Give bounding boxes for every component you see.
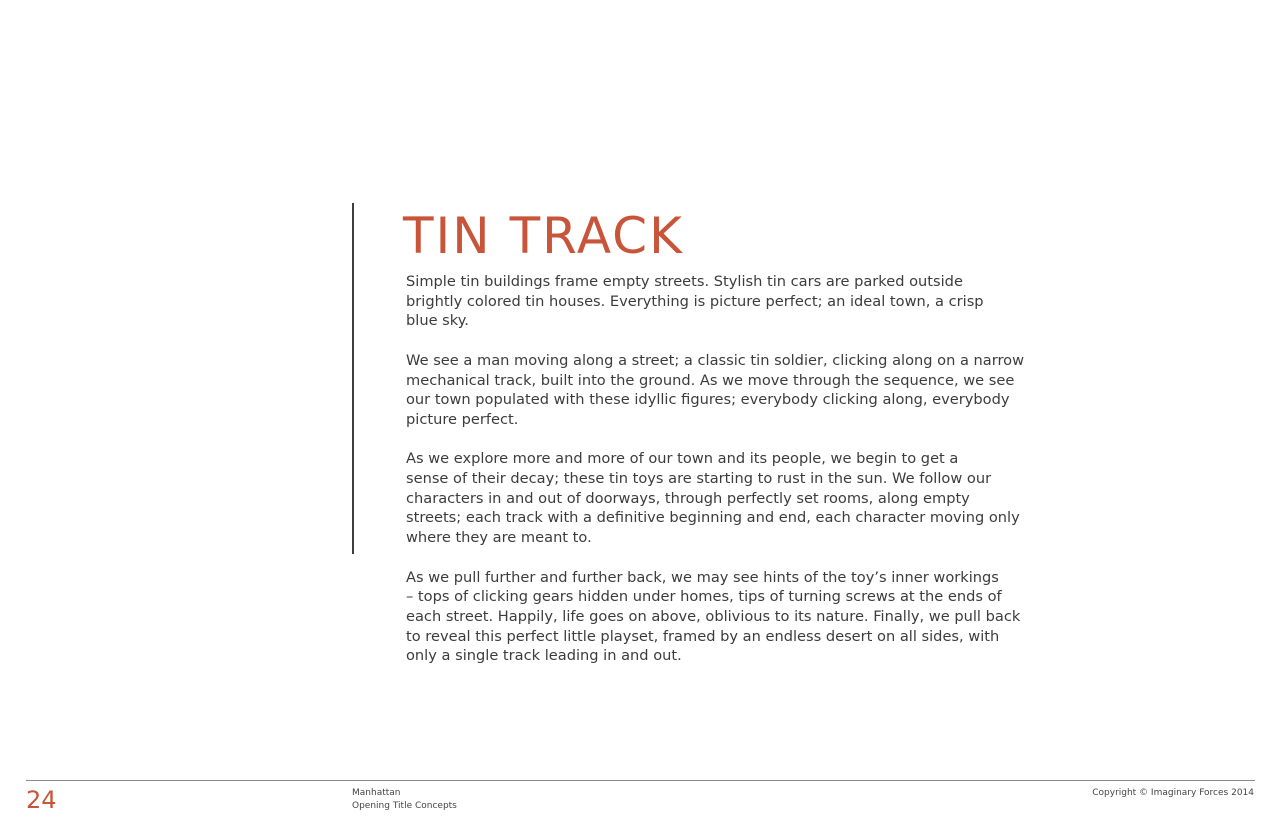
paragraph-line: where they are meant to.	[406, 529, 592, 547]
paragraph-line: As we pull further and further back, we may see hints of the toy’s inner workings	[406, 568, 999, 586]
paragraph-line: characters in and out of doorways, through perfectly set rooms, along empty	[406, 489, 970, 507]
footer-copyright: Copyright © Imaginary Forces 2014	[1092, 788, 1254, 798]
vertical-divider-rule	[352, 203, 354, 554]
paragraph-line: Simple tin buildings frame empty streets. Stylish tin cars are parked outside	[406, 273, 963, 290]
paragraph-line: As we explore more and more of our town and its people, we begin to get a	[406, 450, 959, 468]
footer-project-subtitle: Opening Title Concepts	[352, 800, 457, 811]
paragraph-line: to reveal this perfect little playset, framed by an endless desert on all sides, with	[406, 627, 1000, 645]
paragraph-4	[406, 568, 1046, 667]
paragraph-line: picture perfect.	[406, 410, 519, 428]
footer-project-info	[352, 787, 457, 812]
page-number: 24	[26, 786, 57, 814]
paragraph-line: We see a man moving along a street; a classic tin soldier, clicking along on a narrow	[406, 351, 1025, 369]
paragraph-1	[406, 272, 1046, 331]
paragraph-line: our town populated with these idyllic figures; everybody clicking along, everybody	[406, 391, 1010, 409]
paragraph-line: only a single track leading in and out.	[406, 647, 682, 665]
paragraph-3	[406, 449, 1046, 548]
paragraph-2	[406, 351, 1046, 430]
footer-project-name: Manhattan	[352, 788, 401, 798]
paragraph-line: brightly colored tin houses. Everything is picture perfect; an ideal town, a crisp	[406, 292, 984, 310]
footer-divider-rule	[26, 780, 1255, 781]
paragraph-line: – tops of clicking gears hidden under homes, tips of turning screws at the ends of	[406, 588, 1002, 606]
paragraph-line: each street. Happily, life goes on above, oblivious to its nature. Finally, we pull back	[406, 607, 1021, 625]
paragraph-line: streets; each track with a definitive beginning and end, each character moving only	[406, 509, 1020, 527]
body-text	[406, 272, 1046, 686]
paragraph-line: blue sky.	[406, 312, 469, 330]
paragraph-line: sense of their decay; these tin toys are starting to rust in the sun. We follow our	[406, 470, 992, 487]
paragraph-line: mechanical track, built into the ground. As we move through the sequence, we see	[406, 371, 1015, 389]
page-title: TIN TRACK	[403, 207, 684, 265]
